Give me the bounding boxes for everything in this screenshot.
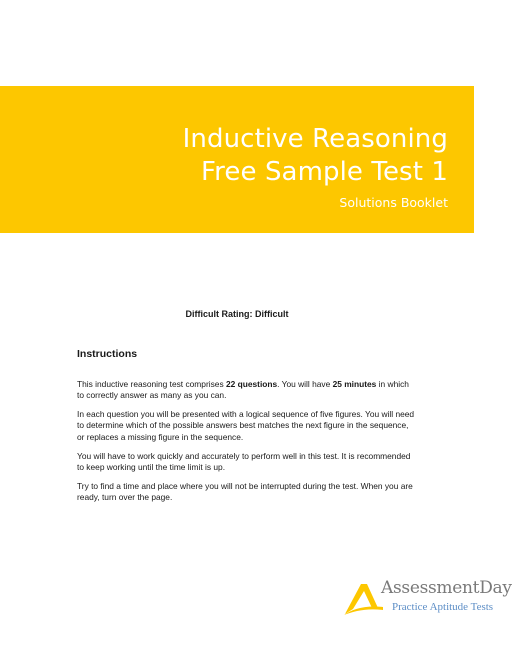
assessmentday-logo bbox=[342, 578, 512, 620]
logo-tagline: Practice Aptitude Tests bbox=[392, 601, 494, 613]
time-limit: 25 minutes bbox=[332, 379, 377, 389]
instructions-heading: Instructions bbox=[77, 348, 138, 360]
difficulty-rating: Difficult Rating: Difficult bbox=[185, 309, 289, 319]
instructions-paragraph-1: This inductive reasoning test comprises 22 questions. You will have 25 minutes in which to correctly answer as many as you can. bbox=[77, 379, 409, 401]
logo-name: AssessmentDay bbox=[381, 578, 512, 598]
instructions-paragraph-2: In each question you will be presented with a logical sequence of five figures. You will need to determine which of the possible answers best matches the next figure in the sequence, or replaces a missing figure in the sequence. bbox=[77, 409, 415, 442]
instructions-paragraph-3: You will have to work quickly and accurately to perform well in this test. It is recommended to keep working until the time limit is up. bbox=[77, 450, 411, 472]
title-line-2: Free Sample Test 1 bbox=[201, 157, 448, 187]
document-subtitle: Solutions Booklet bbox=[339, 195, 448, 210]
instructions-paragraph-4: Try to find a time and place where you will not be interrupted during the test. When you are ready, turn over the page. bbox=[77, 480, 413, 503]
title-banner bbox=[0, 86, 474, 233]
instructions-body bbox=[77, 379, 417, 511]
question-count: 22 questions bbox=[225, 379, 278, 389]
assessmentday-a-icon bbox=[342, 578, 386, 616]
document-title bbox=[183, 123, 448, 189]
title-line-1: Inductive Reasoning bbox=[182, 124, 448, 154]
